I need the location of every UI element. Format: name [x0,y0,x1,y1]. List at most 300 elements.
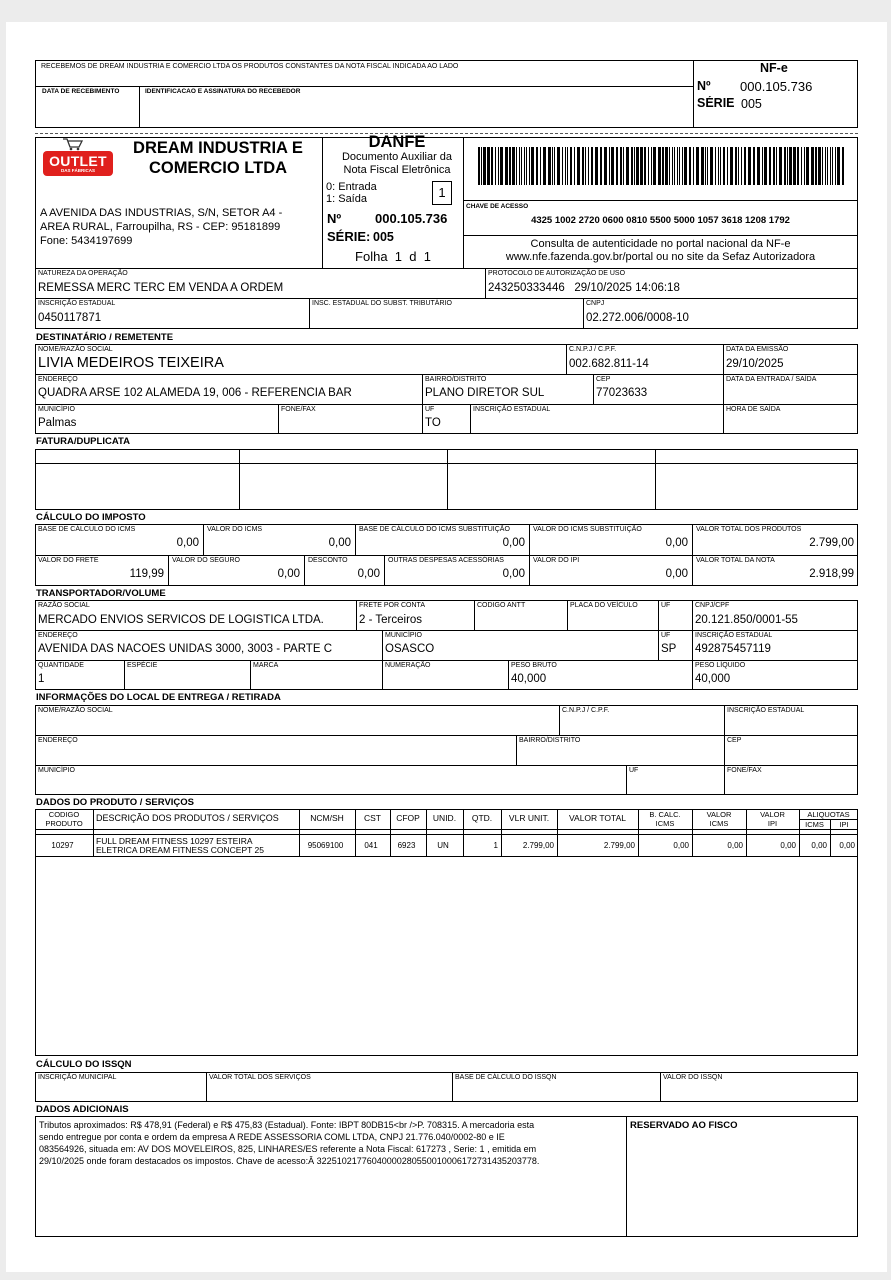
barcode-bar [554,147,555,185]
barcode-bar [483,147,486,185]
destinatario-municipio: Palmas [38,417,77,429]
barcode-bar [529,147,530,185]
section-fatura: FATURA/DUPLICATA [36,436,130,447]
transportador-uf2: SP [661,643,677,655]
col-bcalc-1: B. CALC. [649,810,681,819]
receipt-sign-label: IDENTIFICACAO E ASSINATURA DO RECEBEDOR [145,88,301,95]
barcode-bar [634,147,635,185]
barcode-bar [536,147,538,185]
barcode-bar [478,147,480,185]
ie-field [35,298,309,329]
destinatario-fone-label: FONE/FAX [281,406,316,413]
transportador-ie: 492875457119 [695,643,771,655]
transp-municipio-field [382,630,658,660]
imposto-r1-label-1: VALOR DO ICMS [207,526,263,533]
barcode-bar [689,147,691,185]
cell-cst: 041 [364,841,378,850]
imposto-r1-value-1: 0,00 [328,537,351,549]
transp-especie-field [124,660,250,690]
section-transportador: TRANSPORTADOR/VOLUME [36,588,166,599]
destinatario-entrada-label: DATA DA ENTRADA / SAÍDA [726,376,817,383]
operacao-ie: 0450117871 [38,312,102,324]
barcode-bar [552,147,553,185]
logo-subtext: DAS FÁBRICAS [60,168,95,173]
grid-line [655,449,656,510]
transportador-bruto: 40,000 [511,673,547,685]
col-unid: UNID. [432,813,457,823]
imposto-r1-label-3: VALOR DO ICMS SUBSTITUIÇÃO [533,526,642,533]
imposto-r1-value-0: 0,00 [176,537,199,549]
barcode-bar [648,147,649,185]
barcode-bar [588,147,589,185]
barcode-bar [524,147,525,185]
grid-line [693,60,694,128]
barcode-bar [600,147,602,185]
local-bairro-field [516,735,724,765]
barcode-bar [491,147,493,185]
imposto-r2-field-4 [529,555,692,586]
local-cep-label: CEP [727,737,742,744]
local-fone-label: FONE/FAX [727,767,762,774]
transportador-ie-label: INSCRIÇÃO ESTADUAL [695,632,773,639]
local-fone-field [724,765,858,795]
barcode-bar [665,147,668,185]
transp-ie-field [692,630,858,660]
cell-aipi: 0,00 [839,841,855,850]
dest-endereco-field [35,374,422,404]
adicionais-line-2: sendo entregue por conta e ordem da empresa A REDE ASSESSORIA COML LTDA, CNPJ 21.776.040/0002-80 e IE [39,1132,505,1142]
danfe-sub-2: Nota Fiscal Eletrônica [343,164,451,176]
col-vunit: VLR UNIT. [508,813,550,823]
section-issqn: CÁLCULO DO ISSQN [36,1059,132,1070]
section-destinatario: DESTINATÁRIO / REMETENTE [36,332,174,343]
col-vipi-1: VALOR [760,810,785,819]
section-adicionais: DADOS ADICIONAIS [36,1104,129,1115]
barcode-bar [741,147,742,185]
imposto-r1-value-3: 0,00 [665,537,688,549]
imposto-r1-field-2 [355,524,529,555]
destinatario-cep-label: CEP [596,376,611,383]
imposto-r2-value-2: 0,00 [357,568,380,580]
barcode-bar [762,147,763,185]
cell-vicms: 0,00 [727,841,743,850]
transp-antt-field [474,600,567,630]
barcode-bar [616,147,618,185]
col-vipi-2: IPI [767,819,778,828]
receipt-date-label: DATA DE RECEBIMENTO [42,88,120,95]
barcode-bar [723,147,725,185]
local-cep-field [724,735,858,765]
col-aliquotas: ALIQUOTAS [807,810,850,819]
local-municipio-field [35,765,626,795]
barcode-bar [611,147,614,185]
cell-ncm: 95069100 [307,841,344,850]
barcode-bar [818,147,821,185]
barcode-bar [574,147,575,185]
barcode-bar [787,147,788,185]
issqn-base-label: BASE DE CÁLCULO DO ISSQN [455,1074,557,1081]
barcode-bar [585,147,586,185]
barcode-bar [509,147,511,185]
barcode-bar [825,147,826,185]
imposto-r2-field-2 [304,555,384,586]
issqn-vserv-field [206,1072,452,1102]
cell-codigo: 10297 [51,841,74,850]
barcode-bar [487,147,490,185]
barcode-bar [609,147,610,185]
natureza-value: REMESSA MERC TERC EM VENDA A ORDEM [38,282,284,294]
adicionais-line-4: 29/10/2025 onde foram destacados os impostos. Chave de acesso:Â 32251021776040000280550010006172731435203778. [39,1156,540,1166]
barcode-bar [662,147,664,185]
operacao-ie-label: INSCRIÇÃO ESTADUAL [38,300,116,307]
imposto-r1-value-4: 2.799,00 [809,537,854,549]
transportador-antt-label: CODIGO ANTT [477,602,526,609]
adicionais-text [39,1119,625,1167]
transp-liquido-field [692,660,858,690]
local-ie-field [724,705,858,735]
barcode-bar [797,147,799,185]
barcode-bar [730,147,733,185]
cart-icon [62,137,84,151]
barcode-bar [543,147,546,185]
barcode-bar [540,147,541,185]
local-cpf-field [559,705,724,735]
section-produtos: DADOS DO PRODUTO / SERVIÇOS [36,797,195,808]
imposto-r2-value-1: 0,00 [277,568,300,580]
col-ncm: NCM/SH [310,813,344,823]
barcode-bar [495,147,496,185]
imposto-r1-label-4: VALOR TOTAL DOS PRODUTOS [696,526,802,533]
barcode-bar [672,147,673,185]
barcode-bar [744,147,746,185]
barcode-bar [696,147,699,185]
transportador-marca-label: MARCA [253,662,279,669]
dest-cep-field [593,374,723,404]
destinatario-uf: TO [425,417,441,429]
emitente-fone: Fone: 5434197699 [40,235,133,247]
grid-line [463,235,858,236]
barcode-bar [773,147,775,185]
col-descricao: DESCRIÇÃO DOS PRODUTOS / SERVIÇOS [96,813,279,823]
cell-vunit: 2.799,00 [522,841,554,850]
col-cfop: CFOP [396,813,420,823]
barcode-bar [776,147,777,185]
receipt-numero: 000.105.736 [740,79,813,94]
barcode-bar [830,147,831,185]
imposto-r2-field-1 [168,555,304,586]
destinatario-municipio-label: MUNICÍPIO [38,406,75,413]
danfe-tipo: 1 [438,185,446,200]
barcode-bar [570,147,572,185]
imposto-r1-field-1 [203,524,355,555]
col-vicms-1: VALOR [706,810,732,819]
transportador-endereco-label: ENDEREÇO [38,632,78,639]
local-nome-field [35,705,559,735]
col-bcalc-2: ICMS [655,819,675,828]
dest-entrada-field [723,374,858,404]
cell-unid: UN [437,841,449,850]
barcode-bar [753,147,755,185]
barcode-bar [582,147,584,185]
barcode-bar [801,147,802,185]
destinatario-endereco: QUADRA ARSE 102 ALAMEDA 19, 006 - REFERENCIA BAR [38,387,352,399]
barcode-bar [631,147,633,185]
barcode-bar [779,147,782,185]
barcode-bar [653,147,656,185]
receipt-nfe: NF-e [760,61,788,75]
barcode-bar [701,147,704,185]
col-aliq-icms: ICMS [805,820,824,829]
destinatario-ie-label: INSCRIÇÃO ESTADUAL [473,406,551,413]
barcode-bar [481,147,482,185]
destinatario-nome-label: NOME/RAZÃO SOCIAL [38,346,113,353]
imposto-r2-value-5: 2.918,99 [809,568,854,580]
imposto-r2-value-4: 0,00 [665,568,688,580]
cell-descricao-2: ELETRICA DREAM FITNESS CONCEPT 25 [96,845,264,855]
adicionais-line-3: 083564926, situada em: AV DOS MOVELEIROS, 825, LINHARES/ES referente a Nota Fiscal: 617273 , Serie: 1 , emitida em [39,1144,537,1154]
barcode-bar [705,147,706,185]
transportador-cnpj-label: CNPJ/CPF [695,602,730,609]
col-aliq-ipi: IPI [839,820,849,829]
imposto-r2-field-3 [384,555,529,586]
transportador-municipio-label: MUNICÍPIO [385,632,422,639]
imposto-r1-label-0: BASE DE CÁLCULO DO ICMS [38,526,136,533]
col-codigo-1: CODIGO [48,810,80,819]
barcode-bar [811,147,814,185]
transportador-razao: MERCADO ENVIOS SERVICOS DE LOGISTICA LTDA. [38,614,324,626]
barcode-bar [842,147,844,185]
grid-line [35,86,694,87]
col-vtotal: VALOR TOTAL [568,813,626,823]
transportador-especie-label: ESPÉCIE [127,662,158,669]
barcode-bar [720,147,721,185]
barcode-bar [815,147,817,185]
barcode-bar [521,147,522,185]
chave-label: CHAVE DE ACESSO [466,203,529,210]
barcode-bar [548,147,551,185]
barcode-bar [626,147,629,185]
cell-aicms: 0,00 [811,841,827,850]
consulta-line-1: Consulta de autenticidade no portal nacional da NF-e [530,238,791,250]
danfe-folha: Folha 1 d 1 [355,249,431,264]
transp-bruto-field [508,660,692,690]
transportador-cnpj: 20.121.850/0001-55 [695,614,798,626]
grid-line [239,449,240,510]
section-local: INFORMAÇÕES DO LOCAL DE ENTREGA / RETIRADA [36,692,281,703]
dest-ie-field [470,404,723,434]
local-endereco-label: ENDEREÇO [38,737,78,744]
destinatario-emissao: 29/10/2025 [726,358,784,370]
transportador-liquido: 40,000 [695,673,731,685]
transp-numeracao-field [382,660,508,690]
col-cst: CST [364,813,381,823]
transp-placa-field [567,600,658,630]
transportador-frete: 2 - Terceiros [359,614,423,626]
grid-line [35,856,858,857]
barcode-bar [682,147,683,185]
transp-qtd-field [35,660,124,690]
transportador-qtd: 1 [38,673,45,685]
barcode-bar [640,147,643,185]
transp-razao-field [35,600,356,630]
barcode-bar [595,147,598,185]
barcode-bar [715,147,716,185]
receipt-serie-label: SÉRIE [697,96,735,110]
barcode-bar [669,147,670,185]
receipt-serie: 005 [741,97,762,111]
destinatario-endereco-label: ENDEREÇO [38,376,78,383]
grid-line [447,449,448,510]
transportador-qtd-label: QUANTIDADE [38,662,84,669]
danfe-serie-label: SÉRIE: [327,229,371,244]
barcode-bar [693,147,694,185]
local-uf-field [626,765,724,795]
cell-bcalc: 0,00 [673,841,689,850]
destinatario-uf-label: UF [425,406,435,413]
operacao-cnpj-label: CNPJ [586,300,605,307]
cell-descricao-1: FULL DREAM FITNESS 10297 ESTEIRA [96,836,253,846]
transportador-uf2-label: UF [661,632,671,639]
barcode-bar [562,147,563,185]
col-codigo-2: PRODUTO [45,819,83,828]
barcode-bar [519,147,520,185]
transp-uf2-field [658,630,692,660]
imposto-r1-field-0 [35,524,203,555]
danfe-serie: 005 [373,230,394,244]
adicionais-line-1: Tributos aproximados: R$ 478,91 (Federal) e R$ 475,83 (Estadual). Fonte: IBPT 80DB15<br />P. 708315. A mercadoria esta [39,1120,535,1130]
barcode-bar [591,147,593,185]
consulta-line-2: www.nfe.fazenda.gov.br/portal ou no site da Sefaz Autorizadora [505,251,816,263]
barcode-bar [516,147,517,185]
barcode-bar [738,147,739,185]
barcode-bar [806,147,809,185]
chave-value: 4325 1002 2720 0600 0810 5500 5000 1057 3618 1208 1792 [531,215,790,226]
grid-line [139,86,140,128]
imposto-r2-label-5: VALOR TOTAL DA NOTA [696,557,775,564]
transp-endereco-field [35,630,382,660]
barcode-bar [822,147,823,185]
destinatario-bairro: PLANO DIRETOR SUL [425,387,545,399]
protocolo-value: 243250333446 29/10/2025 14:06:18 [488,282,680,294]
imposto-r1-value-2: 0,00 [502,537,525,549]
barcode-bar [620,147,622,185]
barcode-bar [769,147,771,185]
barcode-bar [658,147,661,185]
barcode-bar [837,147,840,185]
barcode-bar [651,147,652,185]
imposto-r2-label-2: DESCONTO [308,557,348,564]
barcode-bar [604,147,607,185]
destinatario-cpf: 002.682.811-14 [569,358,649,370]
outlet-logo [43,151,113,176]
danfe-title: DANFE [368,133,426,151]
imposto-r1-field-4 [692,524,858,555]
transportador-liquido-label: PESO LÍQUIDO [695,662,746,669]
local-endereco-field [35,735,516,765]
local-bairro-label: BAIRRO/DISTRITO [519,737,581,744]
barcode-bar [526,147,527,185]
barcode-bar [735,147,737,185]
imposto-r2-label-1: VALOR DO SEGURO [172,557,240,564]
protocolo-field [485,268,858,299]
local-nome-label: NOME/RAZÃO SOCIAL [38,707,113,714]
operacao-cnpj: 02.272.006/0008-10 [586,312,689,324]
barcode-bar [789,147,792,185]
emitente-address-1: A AVENIDA DAS INDUSTRIAS, S/N, SETOR A4 - [40,207,283,219]
imposto-r2-value-3: 0,00 [502,568,525,580]
issqn-im-field [35,1072,206,1102]
barcode [478,147,848,185]
local-cpf-label: C.N.P.J / C.P.F. [562,707,610,714]
barcode-bar [827,147,828,185]
dest-municipio-field [35,404,278,434]
dest-emissao-field [723,344,858,374]
grid-line [35,829,858,830]
dest-hora-field [723,404,858,434]
imposto-r2-label-3: OUTRAS DESPESAS ACESSÓRIAS [388,557,504,564]
barcode-bar [793,147,796,185]
barcode-bar [577,147,580,185]
operacao-protocolo-label: PROTOCOLO DE AUTORIZAÇÃO DE USO [488,270,626,277]
destinatario-emissao-label: DATA DA EMISSÃO [726,346,789,353]
emitente-name-2: COMERCIO LTDA [148,159,288,177]
imposto-r1-label-2: BASE DE CÁLCULO DO ICMS SUBSTITUIÇÃO [359,526,510,533]
danfe-sub-1: Documento Auxiliar da [341,151,453,163]
col-vicms-2: ICMS [709,819,729,828]
barcode-bar [748,147,751,185]
emitente-name-1: DREAM INDUSTRIA E [133,139,303,157]
transportador-razao-label: RAZÃO SOCIAL [38,602,90,609]
transportador-numeracao-label: NUMERAÇÃO [385,662,431,669]
dest-nome-field [35,344,566,374]
receipt-numero-label: Nº [697,79,711,93]
cnpj-field [583,298,858,329]
logo-text: OUTLET [49,153,107,169]
danfe-entrada: 0: Entrada [326,181,377,193]
transportador-frete-label: FRETE POR CONTA [359,602,425,609]
issqn-valor-field [660,1072,858,1102]
iest-field [309,298,583,329]
grid-line [35,834,858,835]
receipt-text: RECEBEMOS DE DREAM INDUSTRIA E COMERCIO LTDA OS PRODUTOS CONSTANTES DA NOTA FISCAL INDICADA AO LADO [41,63,459,70]
grid-line [463,200,858,201]
grid-line [93,809,94,856]
transportador-municipio: OSASCO [385,643,435,655]
issqn-vserv-label: VALOR TOTAL DOS SERVIÇOS [209,1074,311,1081]
col-qtd: QTD. [471,813,493,823]
local-municipio-label: MUNICÍPIO [38,767,75,774]
imposto-r2-field-5 [692,555,858,586]
dest-fone-field [278,404,422,434]
imposto-r2-label-0: VALOR DO FRETE [38,557,99,564]
destinatario-bairro-label: BAIRRO/DISTRITO [425,376,487,383]
barcode-bar [567,147,568,185]
transportador-uf-label: UF [661,602,671,609]
barcode-bar [677,147,678,185]
imposto-r1-field-3 [529,524,692,555]
transportador-bruto-label: PESO BRUTO [511,662,557,669]
transp-cnpj-field [692,600,858,630]
operacao-natureza-label: NATUREZA DA OPERAÇÃO [38,270,128,277]
issqn-im-label: INSCRIÇÃO MUNICIPAL [38,1074,117,1081]
barcode-bar [557,147,560,185]
barcode-bar [718,147,719,185]
destinatario-cep: 77023633 [596,387,648,399]
dest-uf-field [422,404,470,434]
barcode-bar [505,147,508,185]
barcode-bar [727,147,728,185]
barcode-bar [707,147,708,185]
